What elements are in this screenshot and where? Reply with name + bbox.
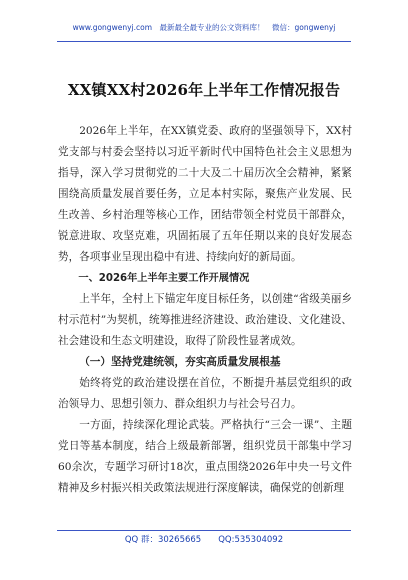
subsection-paragraph-2: 一方面，持续深化理论武装。严格执行“三会一课”、主题党日等基本制度，结合上级最新部署，组织党员干部集中学习60余次，专题学习研讨18次，重点围绕2026年中央一号文件精神及乡村振兴相关政策法规进行深度解读，确保党的创新理 <box>58 419 352 494</box>
header-divider <box>57 41 351 42</box>
document-title: XX镇XX村2026年上半年工作情况报告 <box>67 81 341 99</box>
section-heading: 一、2026年上半年主要工作开展情况 <box>78 273 250 284</box>
subsection-paragraph-1: 始终将党的政治建设摆在首位，不断提升基层党组织的政治领导力、思想引领力、群众组织力与社会号召力。 <box>58 377 352 410</box>
page-header <box>0 0 408 36</box>
header-watermark-text: www.gongwenyj.com 最新最全最专业的公文资料库！ 微信：gongwenyj <box>72 23 336 32</box>
footer-contact-text: QQ 群：30265665 QQ:535304092 <box>124 535 284 545</box>
section-paragraph: 上半年，全村上下锚定年度目标任务，以创建“省级美丽乡村示范村”为契机，统筹推进经济建设、政治建设、文化建设、社会建设和生态文明建设，取得了阶段性显著成效。 <box>58 293 352 347</box>
subsection-heading: （一）坚持党建统领，夯实高质量发展根基 <box>79 356 281 368</box>
intro-paragraph: 2026年上半年，在XX镇党委、政府的坚强领导下，XX村党支部与村委会坚持以习近平新时代中国特色社会主义思想为指导，深入学习贯彻党的二十大及二十届历次全会精神，紧紧围绕高质量发展首要任务，立足本村实际，聚焦产业发展、民生改善、乡村治理等核心工作，团结带领全村党员干部群众，锐意进取、攻坚克难，巩固拓展了五年任期以来的良好发展态势，各项事业呈现出稳中有进、持续向好的新局面。 <box>58 125 352 263</box>
document-body <box>58 121 352 499</box>
footer-divider <box>57 530 351 531</box>
